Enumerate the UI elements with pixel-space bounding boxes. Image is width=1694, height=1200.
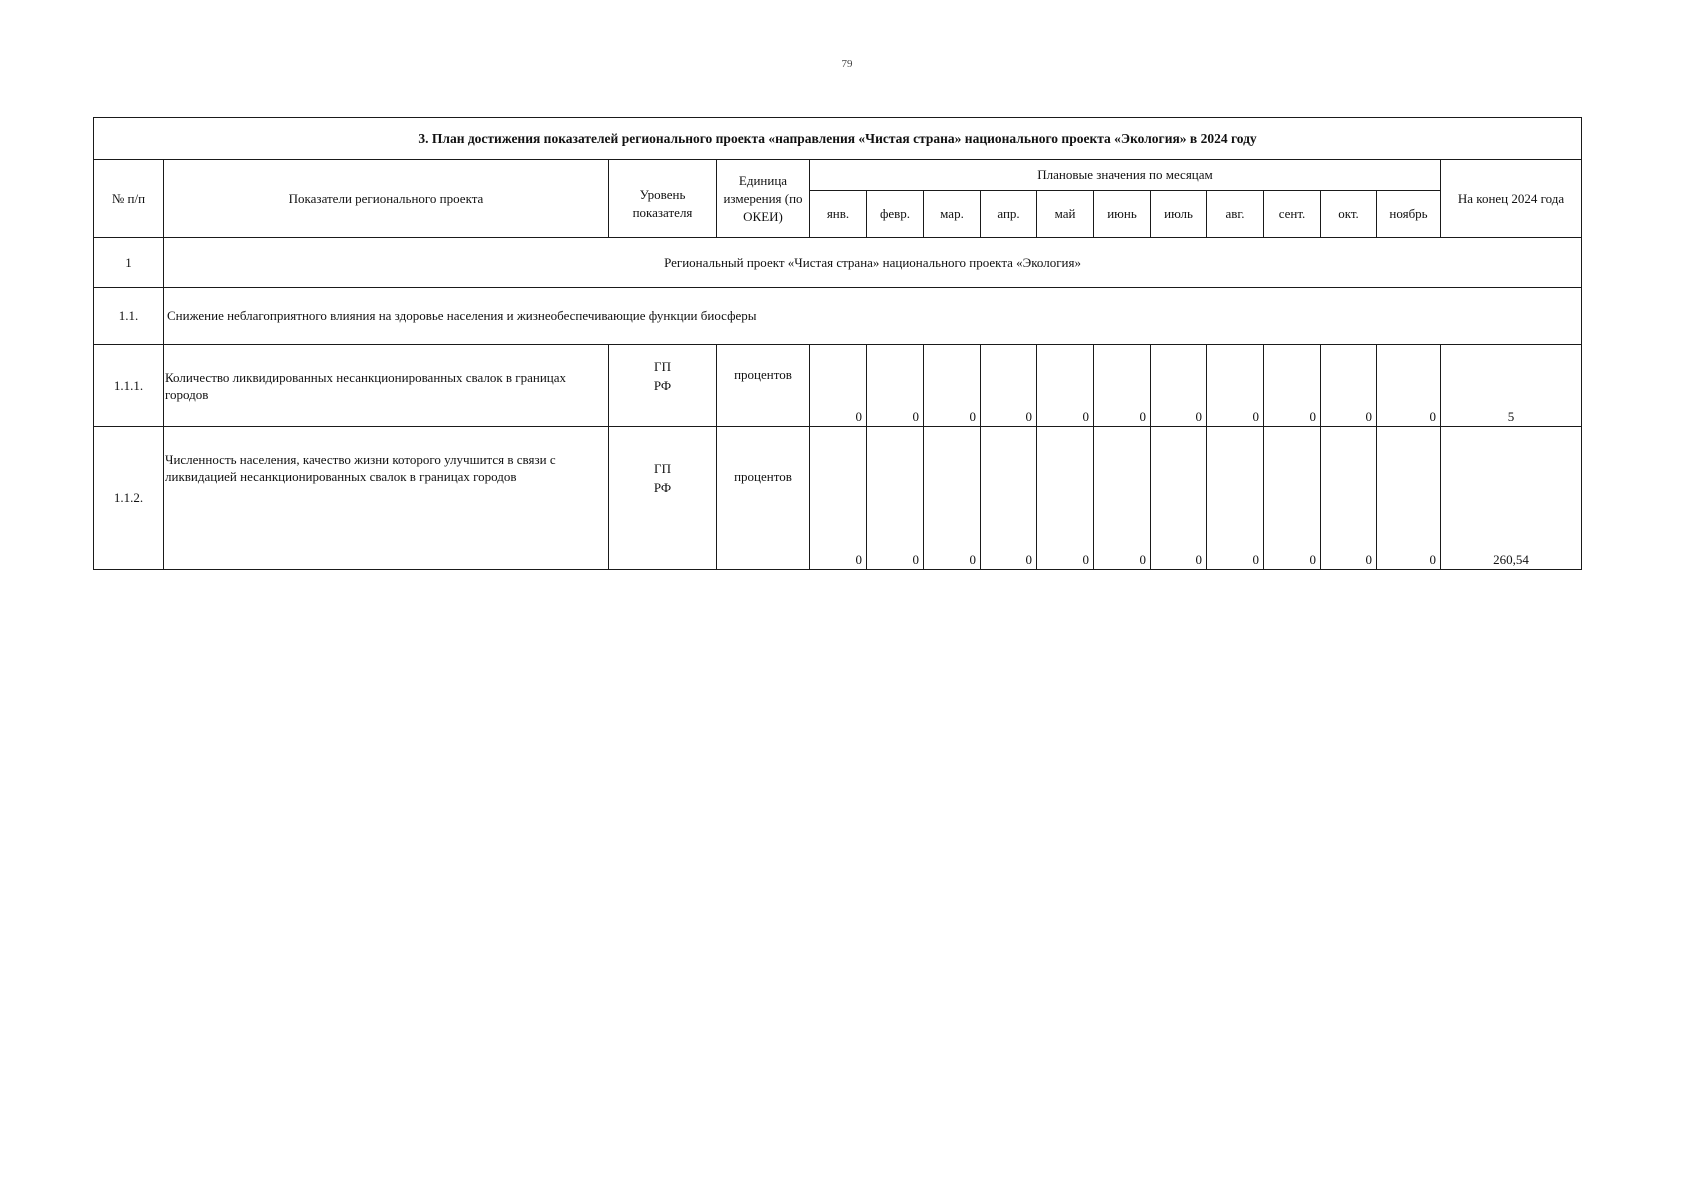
indicator-level [609, 427, 717, 570]
row-number: 1.1.2. [94, 427, 164, 570]
month-value: 0 [1321, 427, 1377, 570]
table-row [94, 427, 1582, 570]
indicator-name: Численность населения, качество жизни которого улучшится в связи с ликвидацией несанкционированных свалок в границах городов [164, 427, 609, 570]
subsection-row [94, 288, 1582, 345]
indicator-unit: процентов [717, 345, 810, 427]
page-number: 79 [841, 58, 853, 70]
section-number: 1 [94, 238, 164, 288]
header-month-aug: авг. [1207, 191, 1264, 238]
month-value: 0 [867, 345, 924, 427]
table-row [94, 345, 1582, 427]
header-month-apr: апр. [981, 191, 1037, 238]
subsection-title: Снижение неблагоприятного влияния на здоровье населения и жизнеобеспечивающие функции биосферы [164, 288, 1582, 345]
row-number: 1.1.1. [94, 345, 164, 427]
month-value: 0 [867, 427, 924, 570]
month-value: 0 [1094, 345, 1151, 427]
header-unit: Единица измерения (по ОКЕИ) [717, 160, 810, 238]
header-end-of-year: На конец 2024 года [1441, 160, 1582, 238]
month-value: 0 [1037, 345, 1094, 427]
header-month-jul: июль [1151, 191, 1207, 238]
header-row-1 [94, 160, 1582, 191]
month-value: 0 [1207, 427, 1264, 570]
section-row [94, 238, 1582, 288]
header-month-oct: окт. [1321, 191, 1377, 238]
month-value: 0 [810, 345, 867, 427]
indicator-level-line1: ГП [654, 461, 671, 476]
month-value: 0 [1377, 427, 1441, 570]
month-value: 0 [1151, 427, 1207, 570]
month-value: 0 [1094, 427, 1151, 570]
end-of-year-value: 260,54 [1441, 427, 1582, 570]
header-plan-months: Плановые значения по месяцам [810, 160, 1441, 191]
indicator-unit: процентов [717, 427, 810, 570]
header-month-mar: мар. [924, 191, 981, 238]
month-value: 0 [924, 345, 981, 427]
month-value: 0 [1377, 345, 1441, 427]
month-value: 0 [981, 427, 1037, 570]
month-value: 0 [924, 427, 981, 570]
month-value: 0 [1207, 345, 1264, 427]
header-level: Уровень показателя [609, 160, 717, 238]
month-value: 0 [981, 345, 1037, 427]
month-value: 0 [1037, 427, 1094, 570]
header-month-nov: ноябрь [1377, 191, 1441, 238]
indicators-plan-table [93, 117, 1582, 570]
month-value: 0 [810, 427, 867, 570]
end-of-year-value: 5 [1441, 345, 1582, 427]
header-month-sep: сент. [1264, 191, 1321, 238]
table-title-row [94, 118, 1582, 160]
header-month-feb: февр. [867, 191, 924, 238]
subsection-number: 1.1. [94, 288, 164, 345]
month-value: 0 [1151, 345, 1207, 427]
header-month-jan: янв. [810, 191, 867, 238]
month-value: 0 [1321, 345, 1377, 427]
indicator-level [609, 345, 717, 427]
header-month-jun: июнь [1094, 191, 1151, 238]
month-value: 0 [1264, 345, 1321, 427]
indicator-level-line2: РФ [653, 378, 672, 393]
header-number: № п/п [94, 160, 164, 238]
table-title: 3. План достижения показателей регионального проекта «направления «Чистая страна» национального проекта «Экология» в 2024 году [94, 118, 1582, 160]
header-month-may: май [1037, 191, 1094, 238]
indicator-level-line2: РФ [653, 480, 672, 495]
header-indicator: Показатели регионального проекта [164, 160, 609, 238]
month-value: 0 [1264, 427, 1321, 570]
indicator-level-line1: ГП [654, 359, 671, 374]
indicator-name: Количество ликвидированных несанкционированных свалок в границах городов [164, 345, 609, 427]
section-title: Региональный проект «Чистая страна» национального проекта «Экология» [164, 238, 1582, 288]
